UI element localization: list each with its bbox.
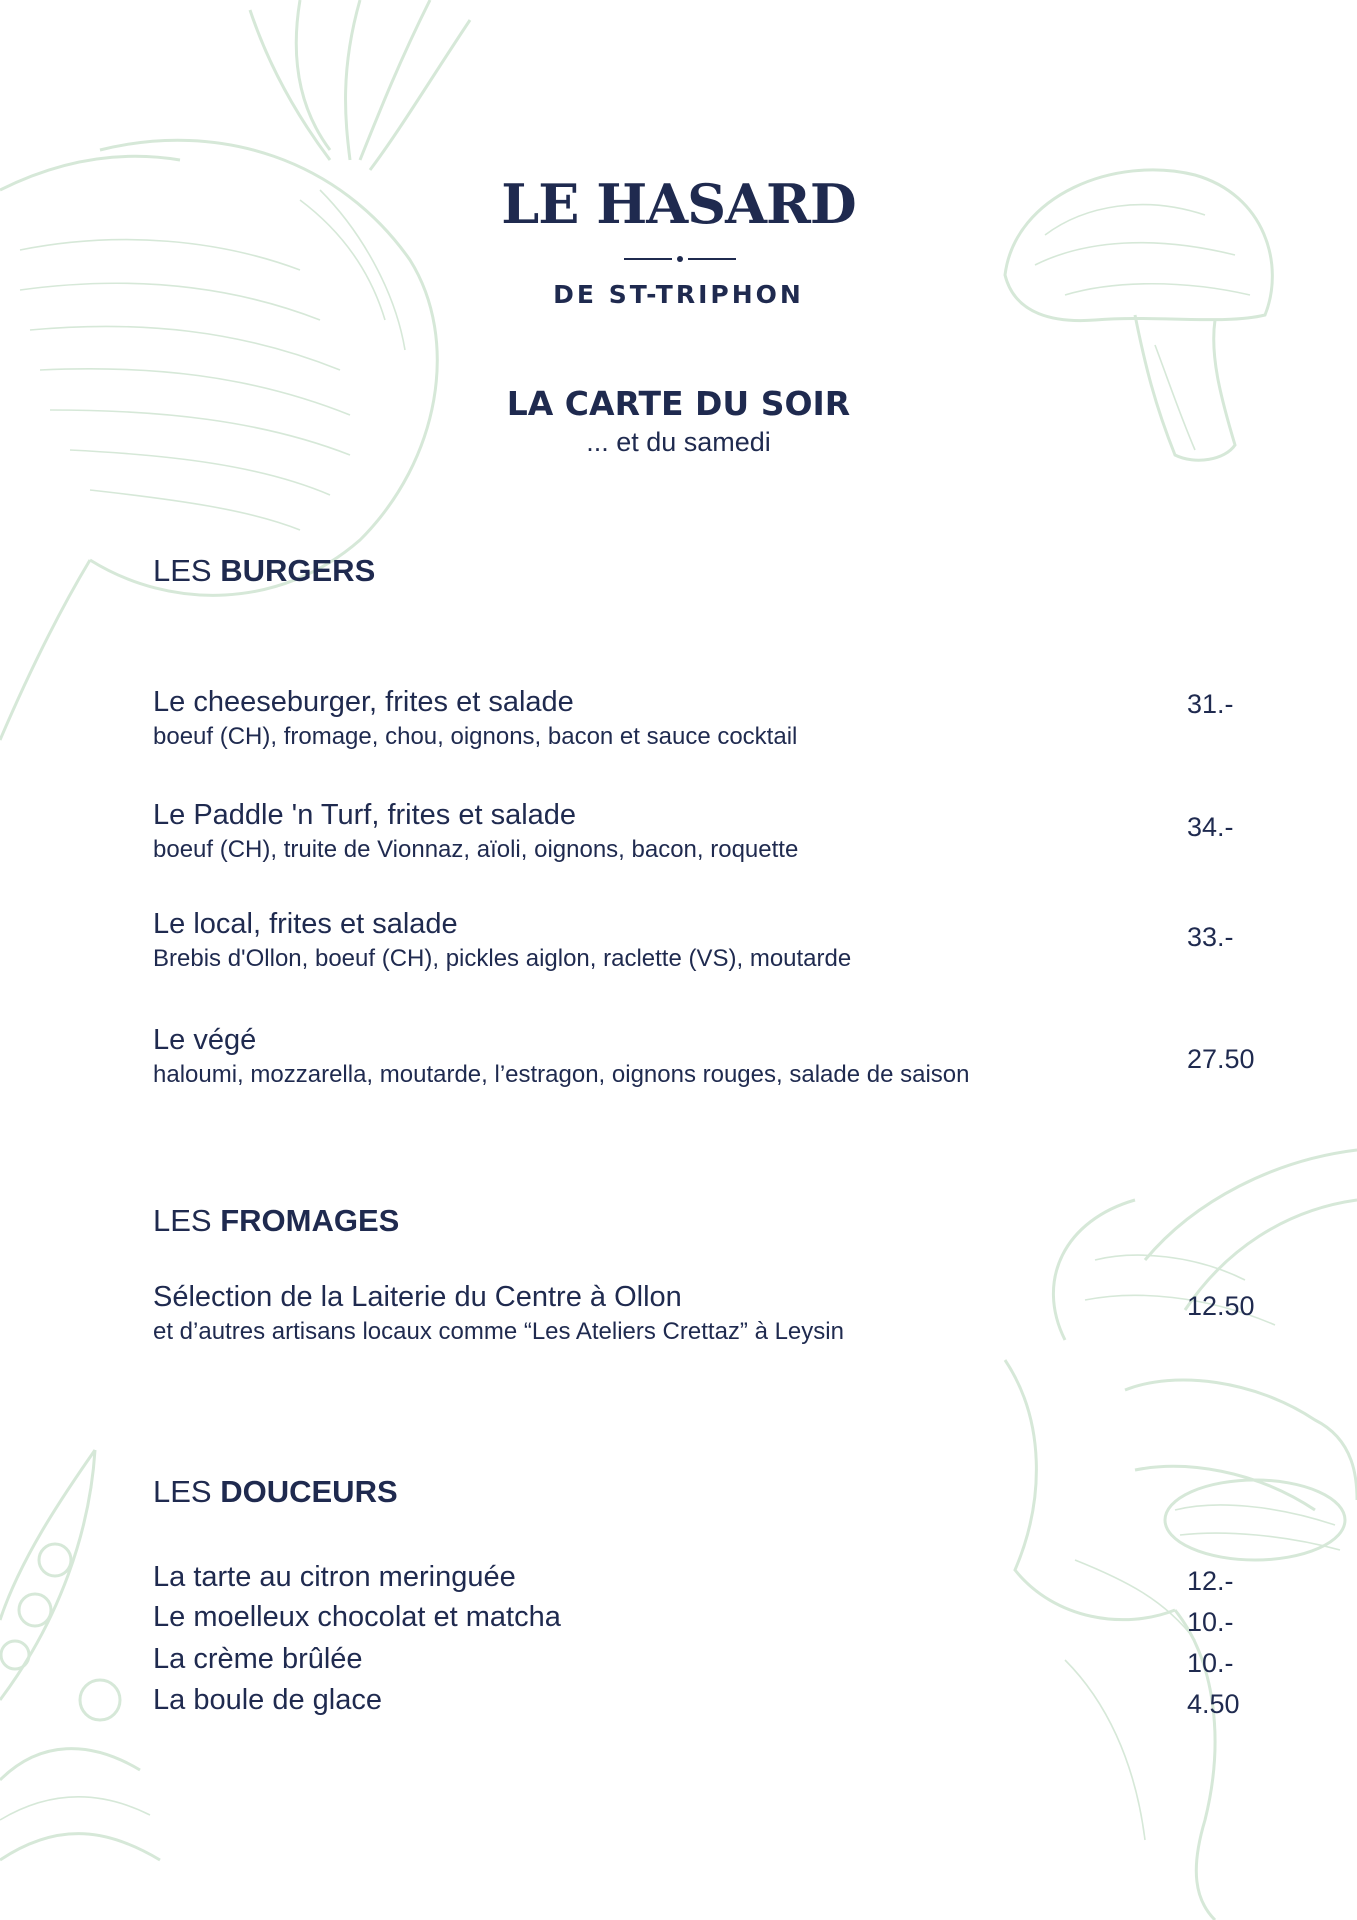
logo-title: LE HASARD <box>501 172 856 236</box>
item-price: 31.- <box>1187 689 1234 719</box>
item-price: 4.50 <box>1187 1689 1240 1719</box>
section-name: BURGERS <box>220 553 376 588</box>
section-heading-burgers <box>153 553 375 589</box>
item-description: haloumi, mozzarella, moutarde, l’estragon, oignons rouges, salade de saison <box>153 1061 970 1088</box>
artichoke-illustration <box>975 1140 1357 1920</box>
beet-illustration <box>0 0 560 760</box>
item-price: 10.- <box>1187 1607 1234 1637</box>
item-name: Le local, frites et salade <box>153 908 458 940</box>
menu-item <box>153 684 1253 754</box>
item-price: 12.50 <box>1187 1291 1255 1321</box>
section-prefix: LES <box>153 553 212 588</box>
item-name: La boule de glace <box>153 1684 382 1716</box>
section-name: FROMAGES <box>220 1203 400 1238</box>
item-price: 34.- <box>1187 812 1234 842</box>
menu-item <box>153 797 1253 867</box>
menu-item <box>153 906 1253 976</box>
item-name: Le Paddle 'n Turf, frites et salade <box>153 799 577 831</box>
item-name: Le moelleux chocolat et matcha <box>153 1601 561 1633</box>
item-price: 33.- <box>1187 922 1234 952</box>
item-price: 12.- <box>1187 1566 1234 1596</box>
item-description: boeuf (CH), truite de Vionnaz, aïoli, oignons, bacon, roquette <box>153 836 799 863</box>
item-description: Brebis d'Ollon, boeuf (CH), pickles aiglon, raclette (VS), moutarde <box>153 945 852 972</box>
section-prefix: LES <box>153 1474 212 1509</box>
item-name: Sélection de la Laiterie du Centre à Ollon <box>153 1281 682 1313</box>
item-name: Le végé <box>153 1024 257 1056</box>
item-name: Le cheeseburger, frites et salade <box>153 686 574 718</box>
logo-subtitle: DE ST-TRIPHON <box>553 280 804 309</box>
section-name: DOUCEURS <box>220 1474 398 1509</box>
item-name: La crème brûlée <box>153 1643 363 1675</box>
menu-item <box>153 1022 1253 1092</box>
card-subtitle: ... et du samedi <box>586 427 771 457</box>
item-description: boeuf (CH), fromage, chou, oignons, bacon et sauce cocktail <box>153 723 798 750</box>
section-prefix: LES <box>153 1203 212 1238</box>
item-price: 10.- <box>1187 1648 1234 1678</box>
pea-pod-illustration <box>0 1440 200 1920</box>
menu-item <box>153 1279 1253 1349</box>
section-heading-douceurs <box>153 1474 398 1510</box>
logo-divider-ornament <box>624 252 736 266</box>
item-price: 27.50 <box>1187 1044 1255 1074</box>
card-title: LA CARTE DU SOIR <box>506 384 851 423</box>
section-heading-fromages <box>153 1203 399 1239</box>
item-name: La tarte au citron meringuée <box>153 1561 516 1593</box>
item-description: et d’autres artisans locaux comme “Les Ateliers Crettaz” à Leysin <box>153 1318 844 1345</box>
